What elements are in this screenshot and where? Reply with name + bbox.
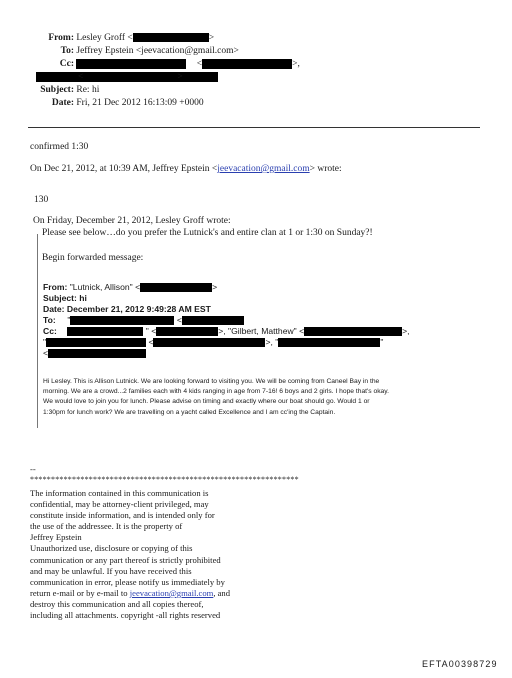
to-value: Jeffrey Epstein <jeevacation@gmail.com>: [76, 46, 239, 56]
groff-quote-line2: Please see below…do you prefer the Lutnick's and entire clan at 1 or 1:30 on Sunday?!: [42, 228, 373, 238]
redaction-block: [76, 59, 186, 69]
date-value: Fri, 21 Dec 2012 16:13:09 +0000: [76, 98, 204, 108]
groff-quote-line1: On Friday, December 21, 2012, Lesley Groff wrote:: [33, 216, 231, 226]
redaction-block: [202, 59, 292, 69]
header-from-row: [34, 32, 474, 45]
fwd-from-value: "Lutnick, Allison" <: [69, 282, 141, 292]
fwd-cc-row: Cc: " < >, "Gilbert, Matthew" < >,: [43, 326, 410, 336]
email-link[interactable]: jeevacation@gmail.com: [129, 587, 214, 598]
redaction-block: [153, 338, 265, 347]
header-subject-row: [34, 84, 474, 97]
subject-value: Re: hi: [76, 85, 100, 95]
cc-label: Cc:: [59, 59, 74, 69]
fwd-subject-value: hi: [79, 293, 87, 303]
email-link[interactable]: jeevacation@gmail.com: [217, 164, 310, 174]
redaction-block: [140, 283, 212, 292]
signature-dashes: --: [30, 464, 36, 474]
letter-body: Hi Lesley. This is Allison Lutnick. We are looking forward to visiting you. We will be coming from Caneel Bay in the morning. We are a crowd...2 families each with 4 kids ranging in age from 7-16! 6 boys and 2 girls. I hope that's okay. We would love to join you for lunch. Please advise on timing and exactly where our boat should go. Would 1 or 1:30pm for lunch work? We are travelling on a yacht called Excellence and I am cc'ing the Captain.: [43, 378, 389, 416]
fwd-to-label: To:: [43, 315, 56, 325]
quote-attribution: On Dec 21, 2012, at 10:39 AM, Jeffrey Epstein <jeevacation@gmail.com> wrote:: [30, 164, 342, 174]
redaction-block: [83, 72, 177, 82]
header-divider: [28, 127, 480, 128]
email-header: [34, 32, 474, 110]
header-cc-row: [34, 58, 474, 71]
to-label: To:: [60, 46, 74, 56]
header-cc-row2: [34, 71, 474, 84]
stars-divider: ****************************************************************: [30, 475, 299, 484]
subject-label: Subject:: [40, 85, 74, 95]
quote-bar: [37, 234, 38, 428]
fwd-from-label: From:: [43, 282, 68, 292]
from-close: >: [208, 33, 215, 43]
from-label: From:: [48, 33, 74, 43]
fwd-subject-label: Subject:: [43, 293, 77, 303]
redaction-block: [278, 338, 380, 347]
forward-intro: Begin forwarded message:: [42, 253, 144, 263]
fwd-subject-row: [43, 293, 473, 304]
redaction-block: [182, 316, 244, 325]
cc-sep: <: [196, 59, 203, 69]
redaction-block: [304, 327, 402, 336]
fwd-from-row: From: "Lutnick, Allison" < >: [43, 282, 218, 292]
header-to-row: [34, 45, 474, 58]
cc-sep: >,: [292, 59, 300, 69]
fwd-date-label: Date:: [43, 304, 65, 314]
redaction-block: [70, 316, 174, 325]
cc-sep: <: [78, 72, 84, 82]
date-label: Date:: [51, 98, 74, 108]
fwd-date-value: December 21, 2012 9:49:28 AM EST: [66, 304, 211, 314]
header-date-row: [34, 97, 474, 110]
fwd-date-row: [43, 304, 473, 315]
cc-sep: >: [177, 72, 183, 82]
redaction-block: [156, 327, 218, 336]
fwd-cc-row3: <: [43, 348, 473, 359]
fwd-cc-label: Cc:: [43, 326, 57, 336]
redaction-block: [67, 327, 143, 336]
forwarded-header: [43, 282, 473, 359]
document-id: EFTA00398729: [422, 659, 498, 669]
fwd-to-row: To: " <: [43, 315, 473, 326]
disclaimer-text: The information contained in this communication is confidential, may be attorney-client privileged, may constitute inside information, and is intended only for the use of the addressee. It is the property of Jeffrey Epstein Unauthorized use, disclosure or copying of this communication or any part thereof is strictly prohibited and may be unlawful. If you have received this communication in error, please notify us immediately by return e-mail or by e-mail to jeevacation@gmail.com, and destroy this communication and all copies thereof, including all attachments. copyright -all rights reserved: [30, 488, 231, 621]
from-value: Lesley Groff <: [76, 33, 133, 43]
redaction-block: [46, 338, 146, 347]
redaction-block: [48, 349, 146, 358]
fwd-cc-row2: " < >, " ": [43, 337, 384, 347]
epstein-reply: 130: [34, 195, 49, 205]
reply-text: confirmed 1:30: [30, 142, 89, 152]
redaction-block: [133, 33, 209, 42]
